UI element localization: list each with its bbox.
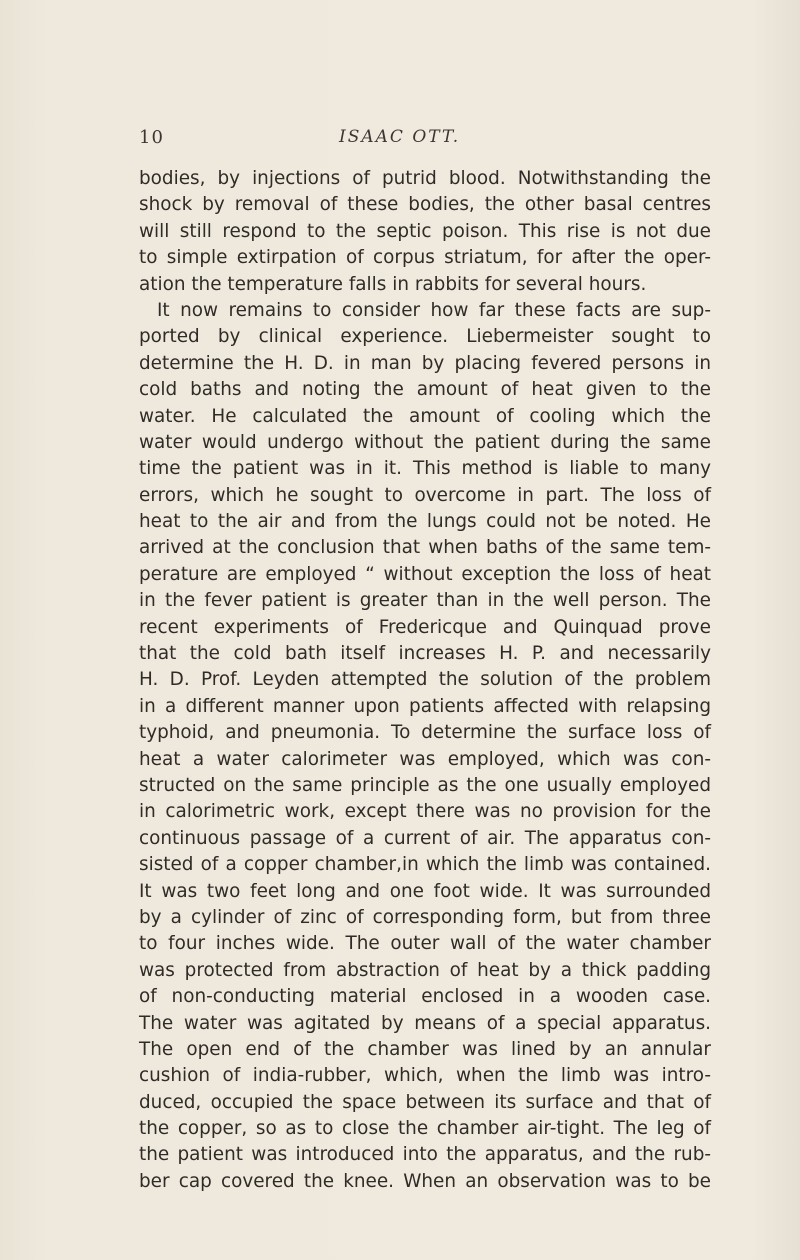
text-line: ation the temperature falls in rabbits for several hours. <box>139 273 647 295</box>
text-line: in calorimetric work, except there was no provision for the <box>139 801 711 823</box>
text-line: heat a water calorimeter was employed, which was con- <box>139 748 711 770</box>
text-line: time the patient was in it. This method is liable to many <box>139 458 711 480</box>
text-line: water would undergo without the patient during the same <box>139 431 711 453</box>
text-line: continuous passage of a current of air. The apparatus con- <box>139 827 711 849</box>
page-header <box>139 127 709 153</box>
text-line: bodies, by injections of putrid blood. Notwithstanding the <box>139 168 711 189</box>
text-line: the patient was introduced into the apparatus, and the rub- <box>139 1144 711 1166</box>
text-line: by a cylinder of zinc of corresponding form, but from three <box>139 906 711 928</box>
text-line: structed on the same principle as the one usually employed <box>139 774 711 796</box>
text-line: water. He calculated the amount of cooling which the <box>139 405 711 427</box>
text-line: in a different manner upon patients affected with relapsing <box>139 695 711 717</box>
text-line: perature are employed “ without exception the loss of heat <box>139 563 711 585</box>
text-line: ber cap covered the knee. When an observation was to be <box>139 1170 711 1192</box>
text-line: H. D. Prof. Leyden attempted the solution of the problem <box>139 669 711 691</box>
text-line: The water was agitated by means of a special apparatus. <box>139 1012 711 1034</box>
text-line: the copper, so as to close the chamber air-tight. The leg of <box>139 1118 711 1140</box>
text-line: errors, which he sought to overcome in part. The loss of <box>139 484 711 506</box>
running-head: ISAAC OTT. <box>339 127 461 147</box>
text-line: The open end of the chamber was lined by an annular <box>139 1038 711 1060</box>
text-line: It now remains to consider how far these facts are sup- <box>157 299 711 321</box>
body-text <box>139 166 711 1195</box>
text-line: in the fever patient is greater than in the well person. The <box>139 590 711 612</box>
page-number: 10 <box>139 127 164 148</box>
text-line: heat to the air and from the lungs could not be noted. He <box>139 511 711 533</box>
text-line: It was two feet long and one foot wide. It was surrounded <box>139 880 711 902</box>
text-line: ported by clinical experience. Liebermeister sought to <box>139 326 711 348</box>
text-line: that the cold bath itself increases H. P. and necessarily <box>139 643 711 665</box>
text-line: of non-conducting material enclosed in a wooden case. <box>139 986 711 1008</box>
text-line: duced, occupied the space between its surface and that of <box>139 1091 711 1113</box>
text-line: arrived at the conclusion that when baths of the same tem- <box>139 537 711 559</box>
text-line: sisted of a copper chamber,in which the limb was contained. <box>139 854 711 876</box>
text-line: cushion of india-rubber, which, when the limb was intro- <box>139 1065 711 1087</box>
text-line: shock by removal of these bodies, the other basal centres <box>139 194 711 216</box>
text-line: cold baths and noting the amount of heat given to the <box>139 379 711 401</box>
text-line: to four inches wide. The outer wall of the water chamber <box>139 933 711 955</box>
text-line: recent experiments of Fredericque and Quinquad prove <box>139 616 711 638</box>
text-line: determine the H. D. in man by placing fevered persons in <box>139 352 711 374</box>
text-line: to simple extirpation of corpus striatum, for after the oper- <box>139 247 711 269</box>
text-line: typhoid, and pneumonia. To determine the surface loss of <box>139 722 711 744</box>
text-line: will still respond to the septic poison. This rise is not due <box>139 220 711 242</box>
text-line: was protected from abstraction of heat by a thick padding <box>139 959 711 981</box>
